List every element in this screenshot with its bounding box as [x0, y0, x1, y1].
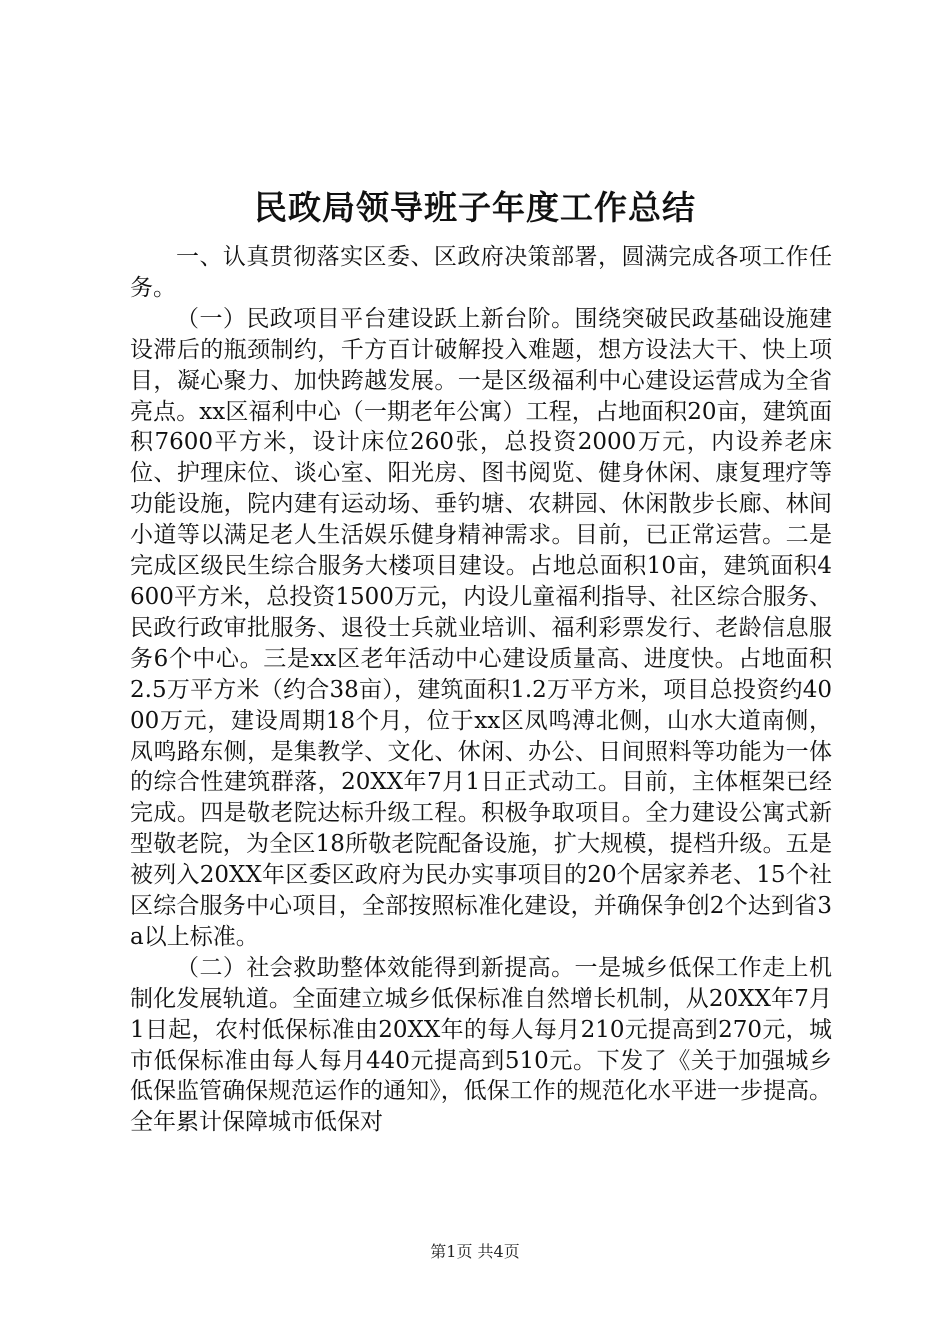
- document-title: 民政局领导班子年度工作总结: [254, 188, 696, 227]
- page-number-footer: 第1页 共4页: [430, 1242, 520, 1261]
- paragraph-section-one-heading: 一、认真贯彻落实区委、区政府决策部署，圆满完成各项工作任务。: [130, 244, 832, 301]
- paragraph-social-assistance: （二）社会救助整体效能得到新提高。一是城乡低保工作走上机制化发展轨道。全面建立城乡低保标准自然增长机制，从20XX年7月1日起，农村低保标准由20XX年的每人每月210元提高到270元，城市低保标准由每人每月440元提高到510元。下发了《关于加强城乡低保监管确保规范运作的通知》，低保工作的规范化水平进一步提高。全年累计保障城市低保对: [130, 954, 832, 1136]
- paragraph-project-platform: （一）民政项目平台建设跃上新台阶。围绕突破民政基础设施建设滞后的瓶颈制约，千方百计破解投入难题，想方设法大干、快上项目，凝心聚力、加快跨越发展。一是区级福利中心建设运营成为全省亮点。xx区福利中心（一期老年公寓）工程，占地面积20亩，建筑面积7600平方米，设计床位260张，总投资2000万元，内设养老床位、护理床位、谈心室、阳光房、图书阅览、健身休闲、康复理疗等功能设施，院内建有运动场、垂钓塘、农耕园、休闲散步长廊、林间小道等以满足老人生活娱乐健身精神需求。目前，已正常运营。二是完成区级民生综合服务大楼项目建设。占地总面积10亩，建筑面积4600平方米，总投资1500万元，内设儿童福利指导、社区综合服务、民政行政审批服务、退役士兵就业培训、福利彩票发行、老龄信息服务6个中心。三是xx区老年活动中心建设质量高、进度快。占地面积2.5万平方米（约合38亩），建筑面积1.2万平方米，项目总投资约4000万元，建设周期18个月，位于xx区凤鸣溥北侧，山水大道南侧，凤鸣路东侧，是集教学、文化、休闲、办公、日间照料等功能为一体的综合性建筑群落，20XX年7月1日正式动工。目前，主体框架已经完成。四是敬老院达标升级工程。积极争取项目。全力建设公寓式新型敬老院，为全区18所敬老院配备设施，扩大规模，提档升级。五是被列入20XX年区委区政府为民办实事项目的20个居家养老、15个社区综合服务中心项目，全部按照标准化建设，并确保争创2个达到省3a以上标准。: [130, 305, 832, 950]
- document-body: [130, 242, 832, 1138]
